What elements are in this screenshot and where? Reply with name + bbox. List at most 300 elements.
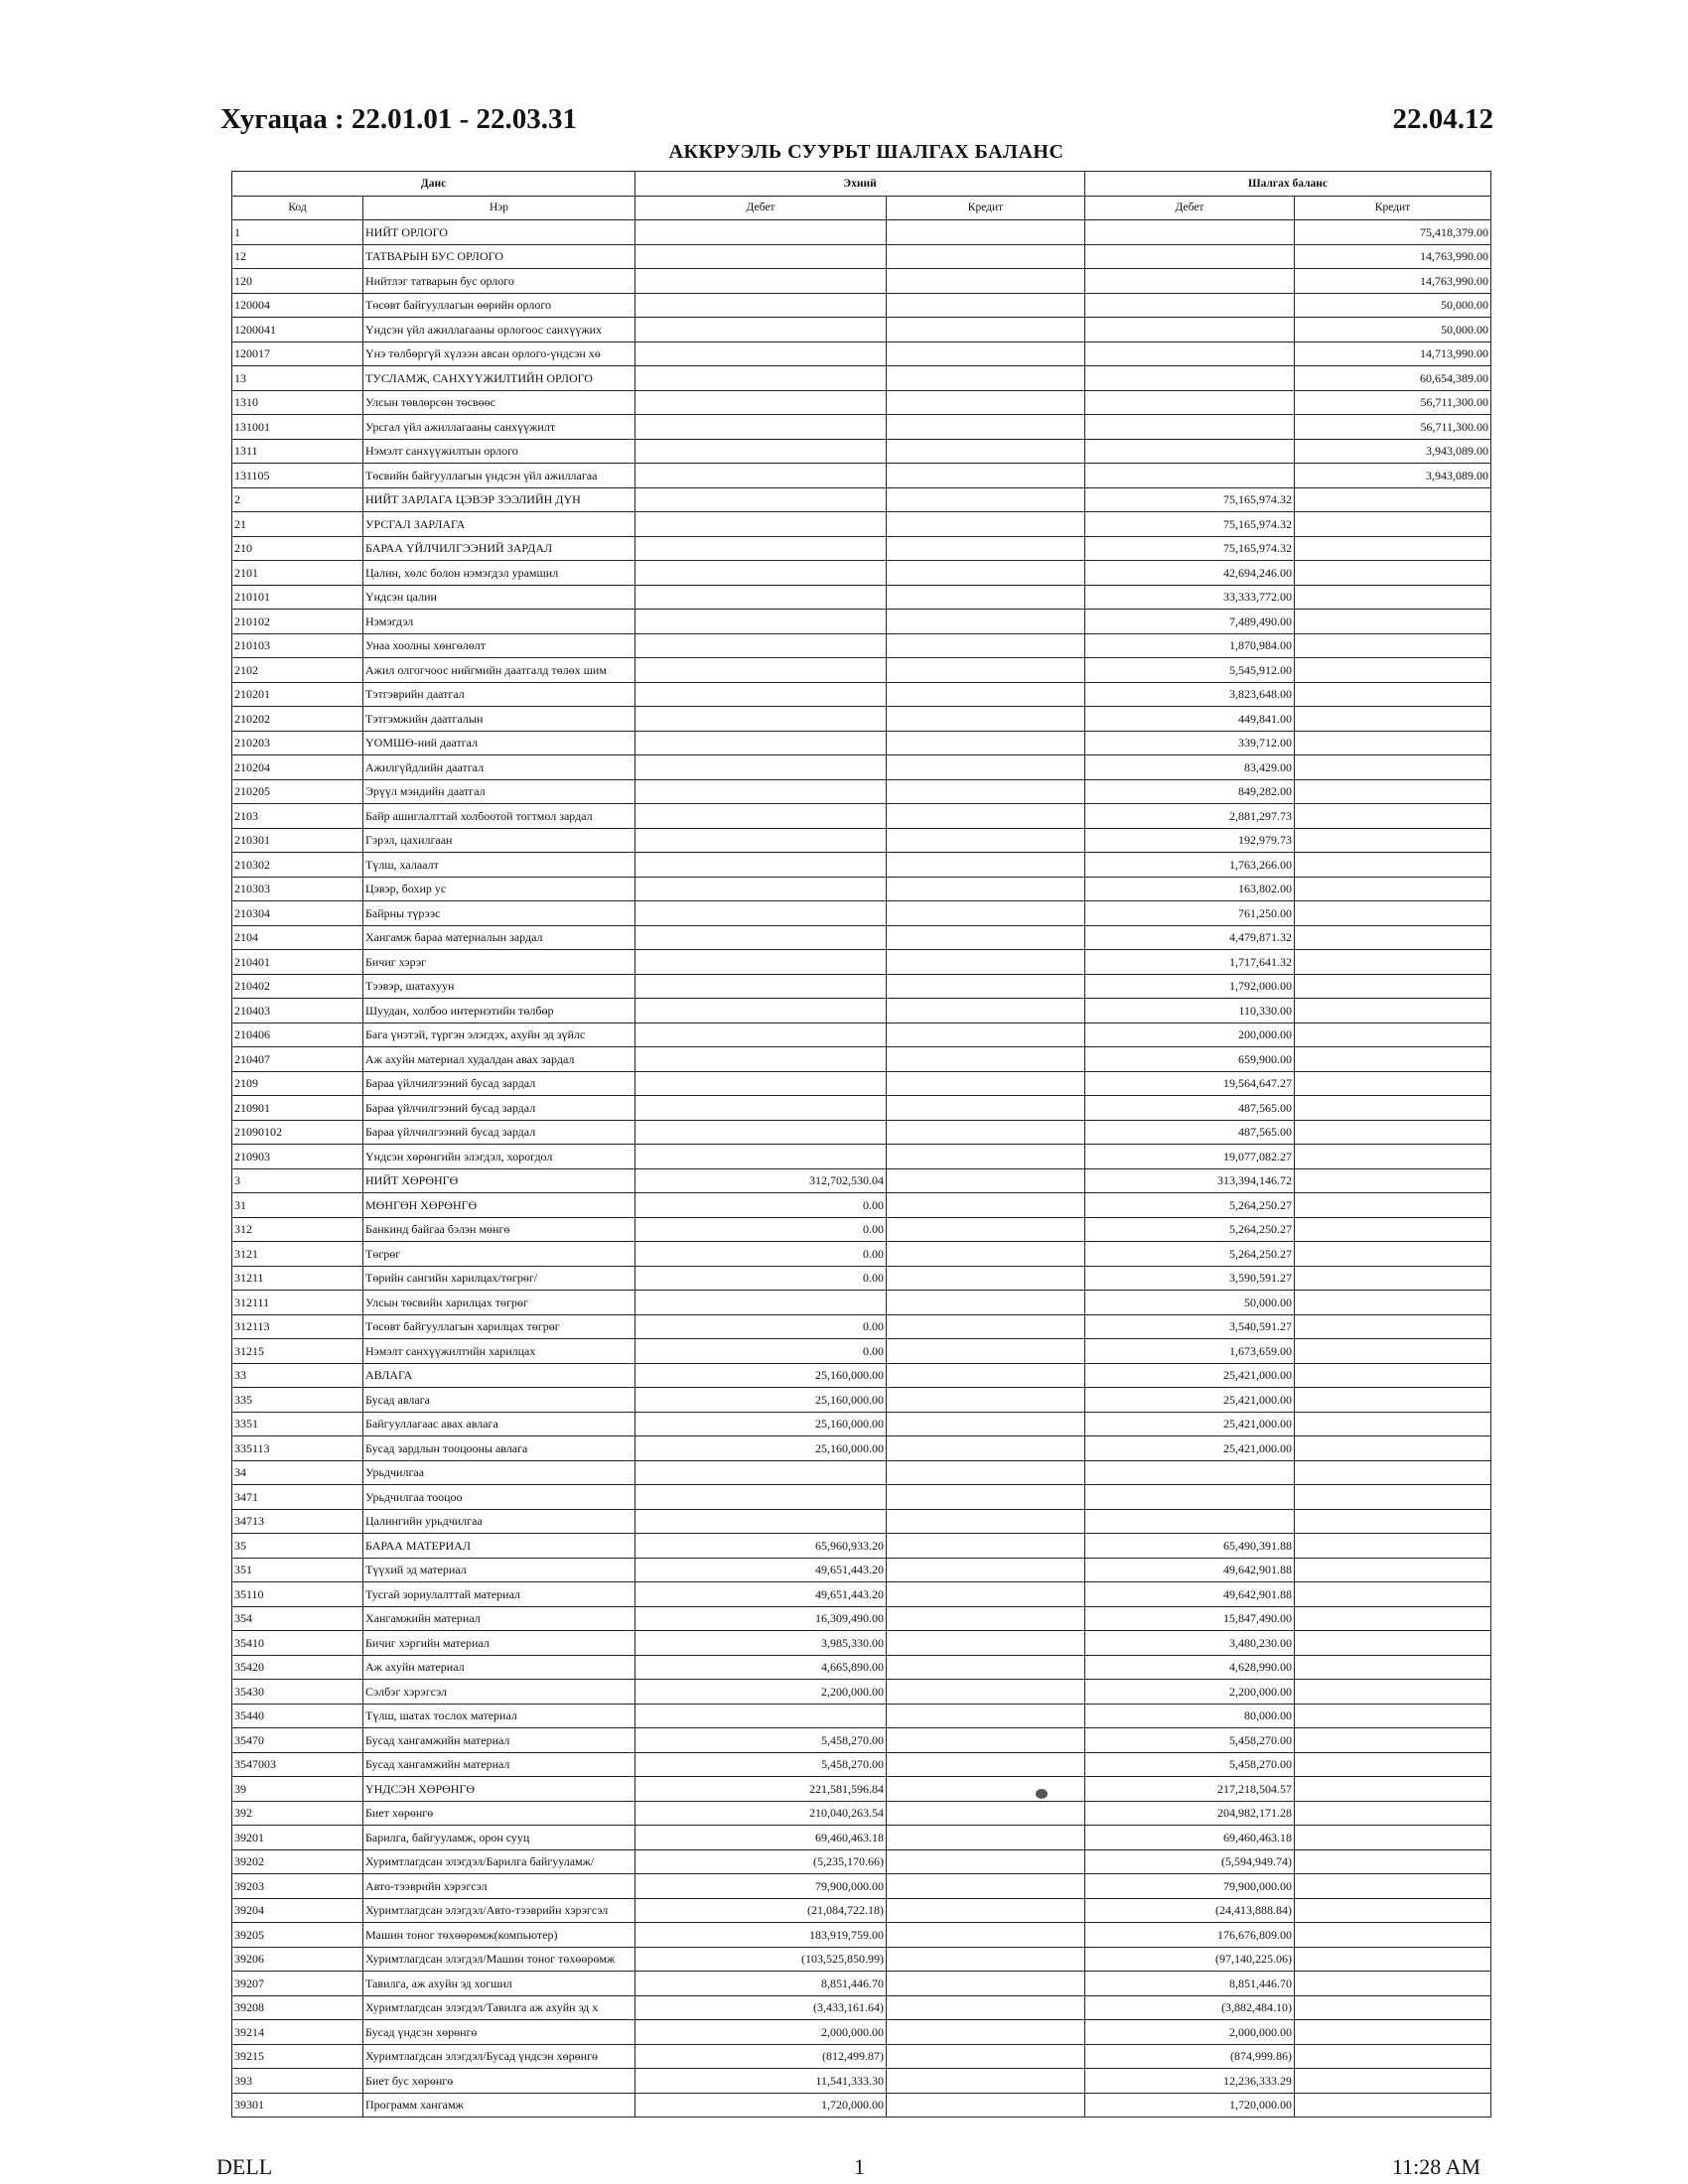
row-code: 210202 [232, 707, 363, 732]
row-trial-debit [1085, 366, 1295, 391]
row-opening-debit [635, 341, 887, 366]
table-row [232, 1314, 1491, 1339]
row-name: Бараа үйлчилгээний бусад зардал [363, 1120, 635, 1145]
row-trial-credit [1295, 1145, 1491, 1169]
row-trial-debit: 50,000.00 [1085, 1291, 1295, 1315]
row-code: 33 [232, 1363, 363, 1388]
row-code: 210301 [232, 828, 363, 853]
row-opening-credit [887, 1606, 1085, 1631]
row-trial-credit [1295, 1120, 1491, 1145]
row-trial-debit [1085, 439, 1295, 464]
row-opening-credit [887, 1242, 1085, 1267]
row-trial-debit: 65,490,391.88 [1085, 1534, 1295, 1559]
row-trial-credit [1295, 1071, 1491, 1096]
row-code: 2102 [232, 658, 363, 683]
row-name: Аж ахуйн материал худалдан авах зардал [363, 1047, 635, 1072]
row-opening-credit [887, 2020, 1085, 2045]
row-opening-credit [887, 1168, 1085, 1193]
row-trial-debit: 49,642,901.88 [1085, 1582, 1295, 1607]
row-trial-debit: 12,236,333.29 [1085, 2069, 1295, 2094]
row-opening-debit: 69,460,463.18 [635, 1826, 887, 1850]
table-row [232, 1412, 1491, 1436]
table-row [232, 1120, 1491, 1145]
row-trial-credit [1295, 633, 1491, 658]
row-code: 120 [232, 269, 363, 294]
row-opening-debit: 25,160,000.00 [635, 1436, 887, 1461]
row-code: 210201 [232, 682, 363, 707]
row-opening-debit: 2,200,000.00 [635, 1680, 887, 1705]
row-opening-credit [887, 1071, 1085, 1096]
row-opening-credit [887, 610, 1085, 634]
row-code: 35410 [232, 1631, 363, 1656]
row-trial-debit: 200,000.00 [1085, 1023, 1295, 1047]
row-opening-credit [887, 1558, 1085, 1582]
row-trial-credit [1295, 1193, 1491, 1218]
row-opening-credit [887, 1339, 1085, 1364]
row-trial-credit [1295, 512, 1491, 537]
col-trial-credit: Кредит [1295, 196, 1491, 220]
row-trial-debit: 25,421,000.00 [1085, 1412, 1295, 1436]
row-code: 34713 [232, 1509, 363, 1534]
table-body [232, 220, 1491, 2117]
table-row [232, 464, 1491, 488]
table-row [232, 512, 1491, 537]
row-opening-credit [887, 779, 1085, 804]
table-row [232, 1995, 1491, 2020]
row-opening-credit [887, 1849, 1085, 1874]
row-opening-credit [887, 1266, 1085, 1291]
row-name: Программ хангамж [363, 2093, 635, 2117]
row-opening-credit [887, 1898, 1085, 1923]
row-trial-debit: 3,540,591.27 [1085, 1314, 1295, 1339]
row-name: НИЙТ ОРЛОГО [363, 220, 635, 245]
row-code: 351 [232, 1558, 363, 1582]
row-code: 354 [232, 1606, 363, 1631]
table-row [232, 1242, 1491, 1267]
row-name: Үндсэн үйл ажиллагааны орлогоос санхүүжих [363, 318, 635, 342]
table-row [232, 974, 1491, 999]
row-code: 210304 [232, 901, 363, 926]
row-opening-debit [635, 487, 887, 512]
row-opening-credit [887, 293, 1085, 318]
row-trial-credit [1295, 1801, 1491, 1826]
row-opening-credit [887, 1680, 1085, 1705]
row-trial-credit [1295, 1291, 1491, 1315]
row-opening-credit [887, 1947, 1085, 1972]
row-opening-credit [887, 512, 1085, 537]
row-trial-credit [1295, 1266, 1491, 1291]
row-trial-credit: 60,654,389.00 [1295, 366, 1491, 391]
row-trial-credit: 14,713,990.00 [1295, 341, 1491, 366]
row-trial-debit: 5,458,270.00 [1085, 1728, 1295, 1753]
row-trial-credit [1295, 1363, 1491, 1388]
row-trial-credit [1295, 2020, 1491, 2045]
row-opening-credit [887, 244, 1085, 269]
row-trial-debit [1085, 464, 1295, 488]
row-trial-credit [1295, 779, 1491, 804]
row-trial-debit: 4,628,990.00 [1085, 1655, 1295, 1680]
row-name: Тусгай зориулалттай материал [363, 1582, 635, 1607]
row-code: 39207 [232, 1972, 363, 1996]
row-code: 31215 [232, 1339, 363, 1364]
row-opening-credit [887, 1388, 1085, 1413]
row-opening-debit [635, 220, 887, 245]
row-trial-debit: 5,545,912.00 [1085, 658, 1295, 683]
table-row [232, 1728, 1491, 1753]
row-trial-credit [1295, 1485, 1491, 1510]
row-code: 2104 [232, 925, 363, 950]
row-name: Урьдчилгаа [363, 1460, 635, 1485]
row-trial-debit: 75,165,974.32 [1085, 512, 1295, 537]
row-name: Хуримтлагдсан элэгдэл/Бусад үндсэн хөрөнгө [363, 2044, 635, 2069]
row-opening-credit [887, 415, 1085, 440]
row-opening-credit [887, 585, 1085, 610]
row-name: Биет бус хөрөнгө [363, 2069, 635, 2094]
row-trial-credit: 56,711,300.00 [1295, 415, 1491, 440]
row-opening-debit [635, 950, 887, 975]
table-row [232, 536, 1491, 561]
row-name: Үнэ төлбөргүй хүлээн авсан орлого-үндсэн хө [363, 341, 635, 366]
row-opening-debit [635, 415, 887, 440]
row-code: 35420 [232, 1655, 363, 1680]
table-row [232, 1291, 1491, 1315]
row-opening-debit [635, 1291, 887, 1315]
row-opening-debit: (5,235,170.66) [635, 1849, 887, 1874]
row-name: Биет хөрөнгө [363, 1801, 635, 1826]
table-row [232, 828, 1491, 853]
table-row [232, 1168, 1491, 1193]
row-trial-debit: 1,720,000.00 [1085, 2093, 1295, 2117]
row-name: Эрүүл мэндийн даатгал [363, 779, 635, 804]
row-code: 210303 [232, 877, 363, 901]
row-trial-debit: 80,000.00 [1085, 1704, 1295, 1728]
table-row [232, 1509, 1491, 1534]
row-code: 210403 [232, 999, 363, 1024]
row-trial-debit: 339,712.00 [1085, 731, 1295, 755]
row-opening-debit [635, 1485, 887, 1510]
row-trial-credit: 3,943,089.00 [1295, 464, 1491, 488]
row-name: Цэвэр, бохир ус [363, 877, 635, 901]
row-trial-credit [1295, 1436, 1491, 1461]
row-opening-credit [887, 1412, 1085, 1436]
row-trial-credit [1295, 1972, 1491, 1996]
row-trial-debit: 5,264,250.27 [1085, 1217, 1295, 1242]
row-trial-credit [1295, 1704, 1491, 1728]
row-opening-credit [887, 1826, 1085, 1850]
row-code: 31211 [232, 1266, 363, 1291]
table-row [232, 1266, 1491, 1291]
table-row [232, 415, 1491, 440]
row-name: Түүхий эд материал [363, 1558, 635, 1582]
row-opening-debit: 4,665,890.00 [635, 1655, 887, 1680]
row-name: БАРАА МАТЕРИАЛ [363, 1534, 635, 1559]
scan-speck [1036, 1789, 1048, 1799]
row-trial-debit: 7,489,490.00 [1085, 610, 1295, 634]
table-row [232, 779, 1491, 804]
col-opening-debit: Дебет [635, 196, 887, 220]
row-opening-credit [887, 561, 1085, 586]
report-title: АККРУЭЛЬ СУУРЬТ ШАЛГАХ БАЛАНС [668, 141, 1064, 163]
row-opening-debit: 25,160,000.00 [635, 1388, 887, 1413]
row-opening-credit [887, 1217, 1085, 1242]
row-opening-debit [635, 464, 887, 488]
row-opening-credit [887, 1728, 1085, 1753]
row-opening-debit [635, 658, 887, 683]
row-name: Банкинд байгаа бэлэн мөнгө [363, 1217, 635, 1242]
row-name: Бусад зардлын тооцооны авлага [363, 1436, 635, 1461]
row-trial-credit [1295, 853, 1491, 878]
row-trial-credit: 75,418,379.00 [1295, 220, 1491, 245]
row-code: 1 [232, 220, 363, 245]
col-trial-debit: Дебет [1085, 196, 1295, 220]
row-code: 39301 [232, 2093, 363, 2117]
row-opening-credit [887, 925, 1085, 950]
row-name: Түлш, халаалт [363, 853, 635, 878]
row-name: Ажилгүйдлийн даатгал [363, 755, 635, 780]
row-code: 120017 [232, 341, 363, 366]
table-row [232, 1436, 1491, 1461]
row-name: БАРАА ҮЙЛЧИЛГЭЭНИЙ ЗАРДАЛ [363, 536, 635, 561]
row-opening-debit: 49,651,443.20 [635, 1558, 887, 1582]
row-opening-debit [635, 1096, 887, 1121]
row-code: 3 [232, 1168, 363, 1193]
row-name: Тээвэр, шатахуун [363, 974, 635, 999]
row-code: 210103 [232, 633, 363, 658]
row-code: 35470 [232, 1728, 363, 1753]
row-name: Байгууллагаас авах авлага [363, 1412, 635, 1436]
row-name: Авто-тээврийн хэрэгсэл [363, 1874, 635, 1899]
row-trial-debit: 761,250.00 [1085, 901, 1295, 926]
table-row [232, 1874, 1491, 1899]
row-trial-credit [1295, 1752, 1491, 1777]
table-row [232, 1023, 1491, 1047]
row-trial-debit: (24,413,888.84) [1085, 1898, 1295, 1923]
row-name: Ажил олгогчоос нийгмийн даатгалд төлөх шим [363, 658, 635, 683]
row-opening-debit: 79,900,000.00 [635, 1874, 887, 1899]
group-header-row [232, 172, 1491, 197]
row-trial-credit [1295, 1923, 1491, 1948]
row-name: Төсвийн байгууллагын үндсэн үйл ажиллагаа [363, 464, 635, 488]
row-opening-credit [887, 1995, 1085, 2020]
row-name: Тэтгэмжийн даатгалын [363, 707, 635, 732]
row-trial-credit: 50,000.00 [1295, 318, 1491, 342]
row-trial-credit [1295, 1606, 1491, 1631]
table-row [232, 1217, 1491, 1242]
row-opening-credit [887, 536, 1085, 561]
row-trial-credit [1295, 2069, 1491, 2094]
row-code: 39206 [232, 1947, 363, 1972]
row-opening-credit [887, 1509, 1085, 1534]
row-trial-credit [1295, 804, 1491, 829]
row-code: 312111 [232, 1291, 363, 1315]
row-code: 35440 [232, 1704, 363, 1728]
row-opening-debit [635, 293, 887, 318]
row-trial-credit [1295, 1558, 1491, 1582]
row-code: 21090102 [232, 1120, 363, 1145]
row-trial-debit: 1,792,000.00 [1085, 974, 1295, 999]
row-code: 2101 [232, 561, 363, 586]
row-name: Бараа үйлчилгээний бусад зардал [363, 1096, 635, 1121]
row-trial-debit: 2,200,000.00 [1085, 1680, 1295, 1705]
row-code: 35110 [232, 1582, 363, 1607]
row-trial-credit [1295, 1242, 1491, 1267]
row-trial-credit [1295, 828, 1491, 853]
row-code: 39214 [232, 2020, 363, 2045]
row-opening-debit: 3,985,330.00 [635, 1631, 887, 1656]
table-row [232, 1898, 1491, 1923]
row-opening-credit [887, 1314, 1085, 1339]
row-opening-debit: 0.00 [635, 1242, 887, 1267]
row-trial-debit: 313,394,146.72 [1085, 1168, 1295, 1193]
row-trial-credit [1295, 1898, 1491, 1923]
row-code: 39204 [232, 1898, 363, 1923]
row-code: 2109 [232, 1071, 363, 1096]
row-name: Төрийн сангийн харилцах/төгрөг/ [363, 1266, 635, 1291]
row-name: Урьдчилгаа тооцоо [363, 1485, 635, 1510]
row-trial-credit [1295, 585, 1491, 610]
row-opening-debit: (3,433,161.64) [635, 1995, 887, 2020]
group-opening: Эхний [635, 172, 1085, 197]
row-trial-credit [1295, 1826, 1491, 1850]
row-name: Хуримтлагдсан элэгдэл/Барилга байгууламж/ [363, 1849, 635, 1874]
row-opening-credit [887, 633, 1085, 658]
row-trial-credit [1295, 901, 1491, 926]
row-name: Бусад хангамжийн материал [363, 1728, 635, 1753]
row-trial-credit [1295, 1874, 1491, 1899]
row-code: 39202 [232, 1849, 363, 1874]
row-code: 1200041 [232, 318, 363, 342]
table-row [232, 341, 1491, 366]
row-trial-credit [1295, 974, 1491, 999]
row-name: НИЙТ ХӨРӨНГӨ [363, 1168, 635, 1193]
row-trial-debit: 449,841.00 [1085, 707, 1295, 732]
row-trial-credit [1295, 1314, 1491, 1339]
row-opening-debit [635, 318, 887, 342]
row-code: 210407 [232, 1047, 363, 1072]
row-opening-credit [887, 2044, 1085, 2069]
row-name: ТУСЛАМЖ, САНХҮҮЖИЛТИЙН ОРЛОГО [363, 366, 635, 391]
row-name: Тэтгэврийн даатгал [363, 682, 635, 707]
table-row [232, 390, 1491, 415]
table-row [232, 1339, 1491, 1364]
row-opening-debit: 5,458,270.00 [635, 1752, 887, 1777]
table-row [232, 707, 1491, 732]
table-row [232, 1193, 1491, 1218]
row-name: Үндсэн цалин [363, 585, 635, 610]
row-opening-credit [887, 269, 1085, 294]
table-row [232, 1801, 1491, 1826]
row-trial-debit: 42,694,246.00 [1085, 561, 1295, 586]
row-name: Төгрөг [363, 1242, 635, 1267]
row-name: Хуримтлагдсан элэгдэл/Авто-тээврийн хэрэгсэл [363, 1898, 635, 1923]
row-trial-credit [1295, 1168, 1491, 1193]
row-opening-debit: 0.00 [635, 1217, 887, 1242]
row-trial-credit [1295, 950, 1491, 975]
row-code: 3351 [232, 1412, 363, 1436]
table-row [232, 1145, 1491, 1169]
row-opening-credit [887, 1120, 1085, 1145]
table-row [232, 1752, 1491, 1777]
row-trial-debit: 1,763,266.00 [1085, 853, 1295, 878]
row-trial-debit [1085, 1460, 1295, 1485]
row-trial-debit: 8,851,446.70 [1085, 1972, 1295, 1996]
row-name: Тавилга, аж ахуйн эд хогшил [363, 1972, 635, 1996]
row-trial-credit [1295, 707, 1491, 732]
row-opening-debit: 210,040,263.54 [635, 1801, 887, 1826]
row-opening-credit [887, 1096, 1085, 1121]
row-opening-debit [635, 585, 887, 610]
row-opening-credit [887, 318, 1085, 342]
row-name: Цалингийн урьдчилгаа [363, 1509, 635, 1534]
row-name: Улсын төсвийн харилцах төгрөг [363, 1291, 635, 1315]
row-opening-debit: (812,499.87) [635, 2044, 887, 2069]
table-row [232, 1363, 1491, 1388]
row-trial-debit: (874,999.86) [1085, 2044, 1295, 2069]
row-opening-debit: 49,651,443.20 [635, 1582, 887, 1607]
row-opening-debit: 0.00 [635, 1339, 887, 1364]
row-opening-debit [635, 1460, 887, 1485]
row-trial-credit [1295, 1947, 1491, 1972]
row-code: 13 [232, 366, 363, 391]
row-opening-credit [887, 731, 1085, 755]
row-name: Улсын төвлөрсөн төсвөөс [363, 390, 635, 415]
table-row [232, 804, 1491, 829]
row-trial-debit: 204,982,171.28 [1085, 1801, 1295, 1826]
row-name: ҮНДСЭН ХӨРӨНГӨ [363, 1777, 635, 1802]
row-code: 210406 [232, 1023, 363, 1047]
row-opening-credit [887, 1485, 1085, 1510]
row-trial-debit: 487,565.00 [1085, 1120, 1295, 1145]
row-opening-credit [887, 1752, 1085, 1777]
row-trial-credit [1295, 1655, 1491, 1680]
row-code: 210 [232, 536, 363, 561]
table-row [232, 2069, 1491, 2094]
row-trial-debit: 25,421,000.00 [1085, 1436, 1295, 1461]
row-opening-credit [887, 1704, 1085, 1728]
table-row [232, 561, 1491, 586]
row-trial-debit: 5,458,270.00 [1085, 1752, 1295, 1777]
table-row [232, 1047, 1491, 1072]
col-name: Нэр [363, 196, 635, 220]
row-opening-debit: 25,160,000.00 [635, 1363, 887, 1388]
row-opening-credit [887, 1655, 1085, 1680]
row-name: Хангамж бараа материалын зардал [363, 925, 635, 950]
row-trial-credit [1295, 682, 1491, 707]
row-name: ТАТВАРЫН БУС ОРЛОГО [363, 244, 635, 269]
row-opening-credit [887, 828, 1085, 853]
row-opening-debit [635, 536, 887, 561]
row-opening-debit: 5,458,270.00 [635, 1728, 887, 1753]
row-trial-credit: 14,763,990.00 [1295, 269, 1491, 294]
table-row [232, 1849, 1491, 1874]
row-name: Бусад авлага [363, 1388, 635, 1413]
table-row [232, 755, 1491, 780]
row-opening-debit [635, 999, 887, 1024]
row-opening-credit [887, 1923, 1085, 1948]
row-trial-credit [1295, 658, 1491, 683]
row-opening-debit [635, 1704, 887, 1728]
col-opening-credit: Кредит [887, 196, 1085, 220]
row-trial-debit [1085, 415, 1295, 440]
row-code: 21 [232, 512, 363, 537]
row-opening-credit [887, 1582, 1085, 1607]
table-row [232, 2020, 1491, 2045]
row-name: Бусад хангамжийн материал [363, 1752, 635, 1777]
row-opening-credit [887, 341, 1085, 366]
row-name: НИЙТ ЗАРЛАГА ЦЭВЭР ЗЭЭЛИЙН ДҮН [363, 487, 635, 512]
table-row [232, 2044, 1491, 2069]
table-row [232, 1558, 1491, 1582]
